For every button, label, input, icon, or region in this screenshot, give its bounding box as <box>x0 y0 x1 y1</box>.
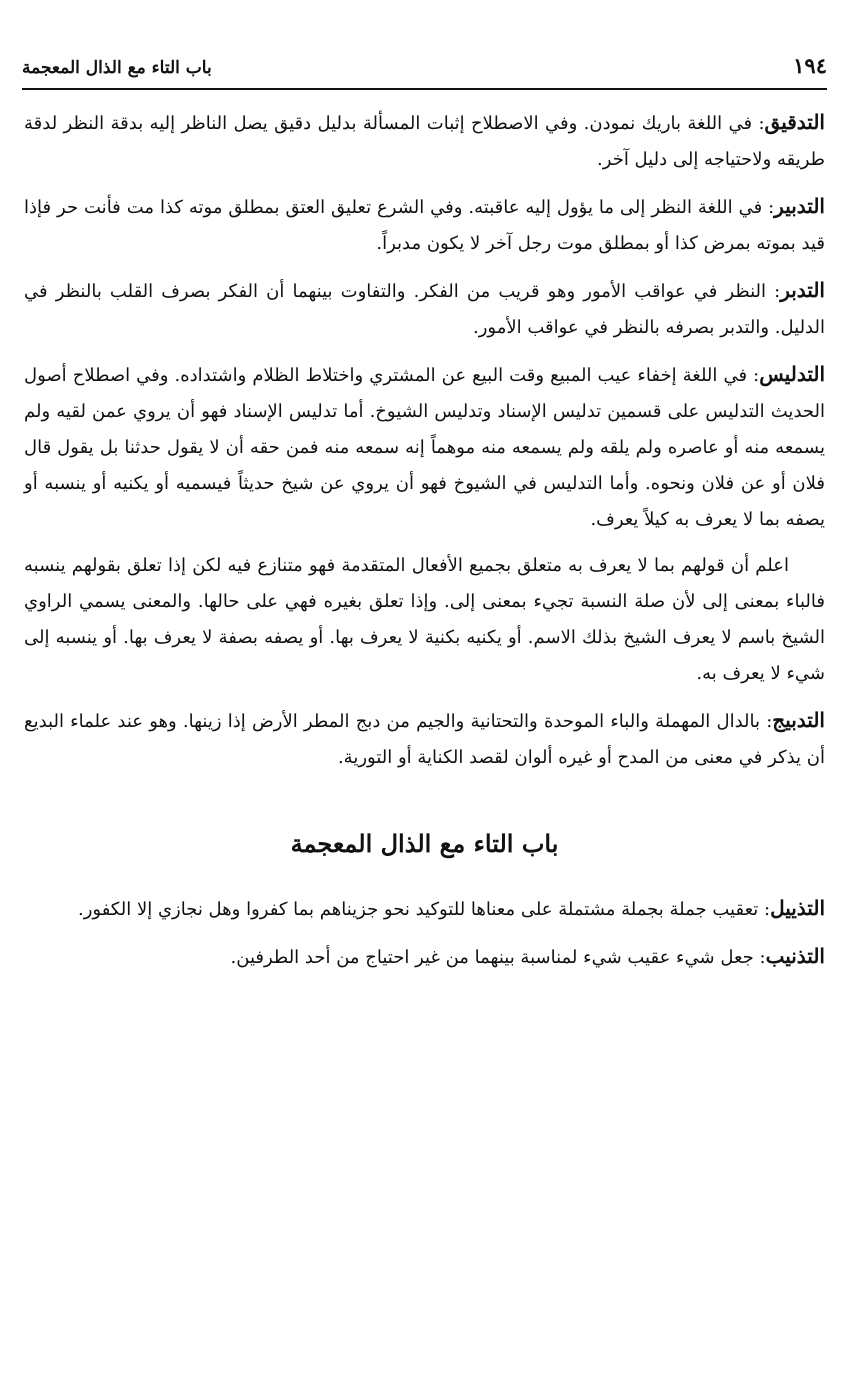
entry-term: التذنيب <box>765 944 825 968</box>
page-body <box>24 104 825 986</box>
header-rule <box>22 88 827 90</box>
section-heading: باب التاء مع الذال المعجمة <box>290 829 559 858</box>
entry-tadbij <box>24 702 825 776</box>
entry-term: التدليس <box>759 362 825 386</box>
entry-tadqiq <box>24 104 825 178</box>
running-head: باب التاء مع الذال المعجمة <box>22 58 212 78</box>
explanatory-note: اعلم أن قولهم بما لا يعرف به متعلق بجميع الأفعال المتقدمة فهو متنازع فيه لكن إذا تعلق بقولهم ينسبه فالباء بمعنى إلى لأن صلة النسبة تجيء بمعنى إلى. وإذا تعلق بغيره فهي على حالها. والمعنى يسمي الراوي الشيخ باسم لا يعرف الشيخ بذلك الاسم. أو يكنيه بكنية لا يعرف بها. أو يصفه بصفة لا يعرف بها. أو ينسبه إلى شيء لا يعرف به. <box>24 555 826 684</box>
entry-text: : جعل شيء عقيب شيء لمناسبة بينهما من غير احتياج من أحد الطرفين. <box>230 947 766 968</box>
page-number: ١٩٤ <box>793 53 827 78</box>
entry-term: التدبير <box>774 194 825 218</box>
page-header <box>22 38 827 78</box>
entry-text: : النظر في عواقب الأمور وهو قريب من الفكر. والتفاوت بينهما أن الفكر بصرف القلب بالنظر في الدليل. والتدبر بصرفه بالنظر في عواقب الأمور. <box>24 281 825 338</box>
entry-tadhnib <box>24 938 825 976</box>
entry-tadhyil <box>24 890 825 928</box>
entry-text: : في اللغة إخفاء عيب المبيع وقت البيع عن المشتري واختلاط الظلام واشتداده. وفي اصطلاح أصول الحديث التدليس على قسمين تدليس الإسناد وتدليس الشيوخ. أما تدليس الإسناد فهو أن يروي عمن لقيه ولم يسمعه منه أو عاصره ولم يلقه ولم يسمعه منه موهماً إنه سمعه منه فمن حقه أن لا يقول حدثنا بل يقول قال فلان أو عن فلان ونحوه. وأما التدليس في الشيوخ فهو أن يروي عن شيخ حديثاً فيسميه أو يكنيه أو ينسبه أو يصفه بما لا يعرف به كيلاً يعرف. <box>24 365 825 530</box>
entry-text: : تعقيب جملة بجملة مشتملة على معناها للتوكيد نحو جزيناهم بما كفروا وهل نجازي إلا الكفور. <box>77 899 771 920</box>
entry-text: : في اللغة النظر إلى ما يؤول إليه عاقبته. وفي الشرع تعليق العتق بمطلق موته كذا مت فأنت حر فإذا قيد بموته بمرض كذا أو بمطلق موت رجل آخر لا يكون مدبراً. <box>24 197 825 254</box>
entry-text: : بالدال المهملة والباء الموحدة والتحتانية والجيم من دبج المطر الأرض إذا زينها. وهو عند علماء البديع أن يذكر في معنى من المدح أو غيره ألوان لقصد الكناية أو التورية. <box>24 711 825 768</box>
entry-tadbir <box>24 188 825 262</box>
entry-tadabbur <box>24 272 825 346</box>
entry-term: التدبيج <box>772 708 825 732</box>
entry-tadlis <box>24 356 825 538</box>
entry-term: التذييل <box>770 896 825 920</box>
entry-term: التدبر <box>780 278 825 302</box>
entry-term: التدقيق <box>764 110 825 134</box>
entry-text: : في اللغة باريك نمودن. وفي الاصطلاح إثبات المسألة بدليل دقيق يصل الناظر إليه بدقة النظر لدقة طريقه ولاحتياجه إلى دليل آخر. <box>24 113 825 170</box>
